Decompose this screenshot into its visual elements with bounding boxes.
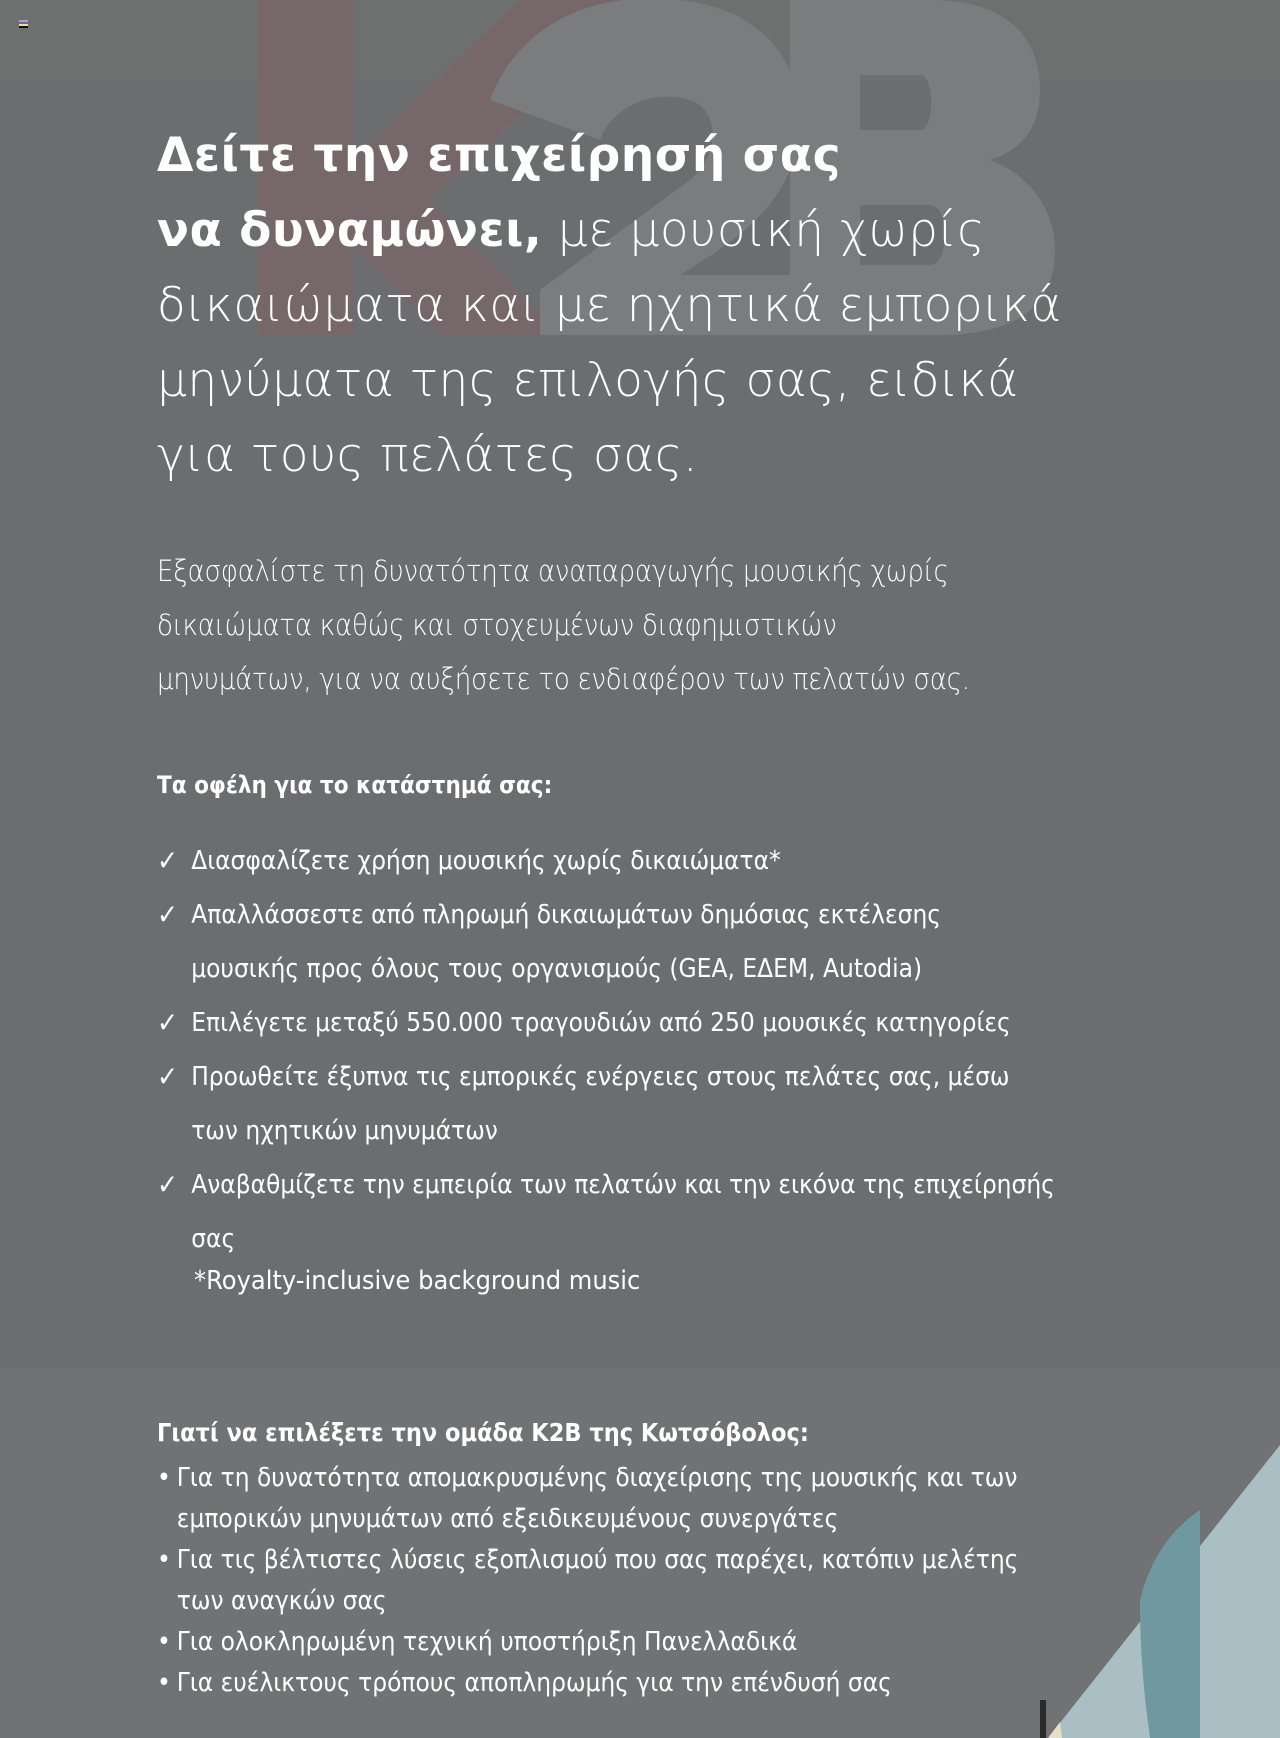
bullet-icon: • <box>157 1668 171 1698</box>
why-text: Για ολοκληρωμένη τεχνική υποστήριξη Πανελλαδικά <box>176 1627 798 1657</box>
bullet-icon: • <box>157 1545 171 1575</box>
benefit-text-continued: των ηχητικών μηνυμάτων <box>191 1116 498 1146</box>
benefits-list <box>157 834 1093 1266</box>
why-item <box>157 1622 1102 1663</box>
bullet-icon: • <box>157 1463 171 1493</box>
headline-bold-line2: να δυναμώνει, <box>157 203 543 258</box>
intro-line: Εξασφαλίστε τη δυνατότητα αναπαραγωγής μουσικής χωρίς <box>157 554 949 588</box>
check-icon: ✓ <box>157 1006 179 1039</box>
why-text-continued: των αναγκών σας <box>176 1586 387 1616</box>
check-icon: ✓ <box>157 1060 179 1093</box>
footnote: *Royalty-inclusive background music <box>194 1266 641 1296</box>
check-icon: ✓ <box>157 1168 179 1201</box>
flag-icon <box>19 20 28 28</box>
intro-line: μηνυμάτων, για να αυξήσετε το ενδιαφέρον των πελατών σας. <box>157 662 970 696</box>
headline-line4: μηνύματα της επιλογής σας, ειδικά <box>157 353 1019 408</box>
why-item <box>157 1540 1102 1622</box>
headline-line2-regular: με μουσική χωρίς <box>542 203 986 258</box>
headline-bold-line1: Δείτε την επιχείρησή σας <box>157 128 841 183</box>
benefit-item <box>157 1158 1093 1266</box>
benefit-item <box>157 834 1093 888</box>
bullet-icon: • <box>157 1627 171 1657</box>
headline-line3: δικαιώματα και με ηχητικά εμπορικά <box>157 278 1062 333</box>
why-text: Για τη δυνατότητα απομακρυσμένης διαχείρισης της μουσικής και των <box>176 1463 1018 1493</box>
benefit-text: Επιλέγετε μεταξύ 550.000 τραγουδιών από 250 μουσικές κατηγορίες <box>191 1008 1011 1038</box>
benefit-text: Προωθείτε έξυπνα τις εμπορικές ενέργειες στους πελάτες σας, μέσω <box>191 1062 1010 1092</box>
intro-line: δικαιώματα καθώς και στοχευμένων διαφημιστικών <box>157 608 837 642</box>
benefit-text: Απαλλάσσεστε από πληρωμή δικαιωμάτων δημόσιας εκτέλεσης <box>191 900 942 930</box>
benefits-title: Τα οφέλη για το κατάστημά σας: <box>157 771 553 799</box>
benefit-item <box>157 1050 1093 1158</box>
why-item <box>157 1663 1102 1704</box>
benefit-text: Αναβαθμίζετε την εμπειρία των πελατών και την εικόνα της επιχείρησής σας <box>191 1170 1055 1254</box>
why-choose-title: Γιατί να επιλέξετε την ομάδα K2B της Κωτσόβολος: <box>157 1418 809 1447</box>
benefit-item <box>157 888 1093 996</box>
headline-line5: για τους πελάτες σας. <box>157 428 699 483</box>
why-choose-list <box>157 1458 1102 1704</box>
why-text-continued: εμπορικών μηνυμάτων από εξειδικευμένους συνεργάτες <box>176 1504 839 1534</box>
benefit-item <box>157 996 1093 1050</box>
check-icon: ✓ <box>157 898 179 931</box>
why-text: Για τις βέλτιστες λύσεις εξοπλισμού που σας παρέχει, κατόπιν μελέτης <box>176 1545 1019 1575</box>
intro-paragraph <box>157 544 1084 706</box>
benefit-text: Διασφαλίζετε χρήση μουσικής χωρίς δικαιώματα* <box>191 846 781 876</box>
why-text: Για ευέλικτους τρόπους αποπληρωμής για την επένδυσή σας <box>176 1668 892 1698</box>
why-item <box>157 1458 1102 1540</box>
headline <box>157 118 1157 493</box>
check-icon: ✓ <box>157 844 179 877</box>
benefit-text-continued: μουσικής προς όλους τους οργανισμούς (GEA, ΕΔΕΜ, Autodia) <box>191 954 923 984</box>
